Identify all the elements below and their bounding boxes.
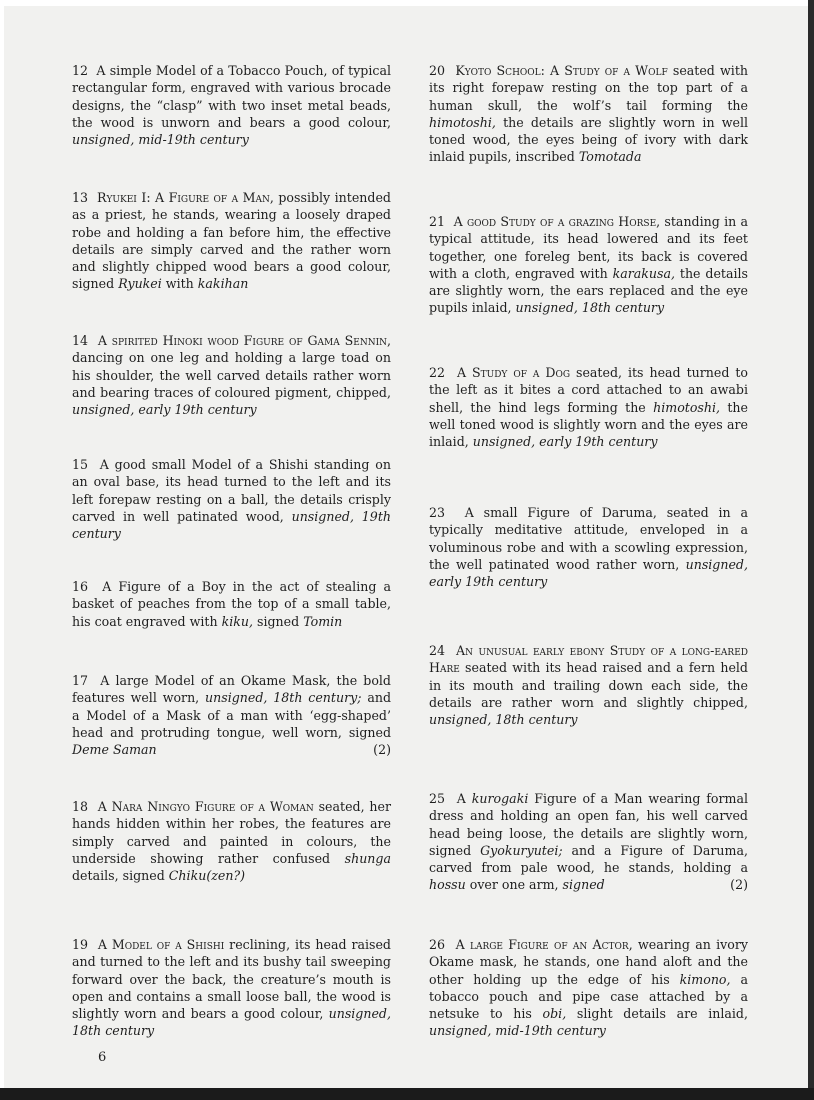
lot-entry-17: 17 A large Model of an Okame Mask, the bold features well worn, unsigned, 18th century; and a Model of a Mask of a man with ‘egg-shaped’ head and protruding tongue, well worn, signed Deme Saman (2)	[72, 673, 392, 758]
lot-number: 17	[72, 673, 89, 688]
lot-number: 24	[429, 643, 446, 658]
lot-entry-12: 12 A simple Model of a Tobacco Pouch, of typical rectangular form, engraved with various brocade designs, the “clasp” with two inset metal beads, the wood is unworn and bears a good colour, unsigned, mid-19th century	[72, 63, 391, 148]
lot-number: 15	[72, 457, 89, 472]
lot-number: 12	[72, 63, 89, 78]
lot-number: 19	[72, 937, 89, 952]
lot-entry-20: 20 Kyoto School: A Study of a Wolf seated with its right forepaw resting on the top part of a human skull, the wolf’s tail forming the himotoshi, the details are slightly worn in well toned wood, the eyes being of ivory with dark inlaid pupils, inscribed Tomotada	[429, 63, 748, 165]
page-bottom-edge	[0, 1088, 814, 1100]
lot-entry-13: 13 Ryukei I: A Figure of a Man, possibly intended as a priest, he stands, wearing a loosely draped robe and holding a fan before him, the effective details are simply carved and the rather worn and slightly chipped wood bears a good colour, signed Ryukei with kakihan	[72, 190, 391, 292]
lot-number: 22	[429, 365, 446, 380]
lot-number: 13	[72, 190, 89, 205]
lot-entry-25: 25 A kurogaki Figure of a Man wearing formal dress and holding an open fan, his well carved head being loose, the details are slightly worn, signed Gyokuryutei; and a Figure of Daruma, carved from pale wood, he stands, holding a hossu over one arm, signed (2)	[429, 791, 748, 893]
lot-entry-18: 18 A Nara Ningyo Figure of a Woman seated, her hands hidden within her robes, the features are simply carved and painted in colours, the underside showing rather confused shunga details, signed Chiku(zen?)	[72, 799, 391, 884]
lot-entry-21: 21 A good Study of a grazing Horse, standing in a typical attitude, its head lowered and its feet together, one foreleg bent, its back is covered with a cloth, engraved with karakusa, the details are slightly worn, the ears replaced and the eye pupils inlaid, unsigned, 18th century	[429, 214, 749, 316]
lot-number: 18	[72, 799, 89, 814]
page-gutter-shadow	[808, 0, 814, 1100]
quantity-label: (2)	[373, 742, 391, 758]
lot-entry-22: 22 A Study of a Dog seated, its head turned to the left as it bites a cord attached to an awabi shell, the hind legs forming the himotoshi, the well toned wood is slightly worn and the eyes are inlaid, unsigned, early 19th century	[429, 365, 748, 450]
lot-number: 21	[429, 214, 446, 229]
lot-entry-19: 19 A Model of a Shishi reclining, its head raised and turned to the left and its bushy tail sweeping forward over the back, the creature’s mouth is open and contains a small loose ball, the wood is slightly worn and bears a good colour, unsigned, 18th century	[72, 937, 391, 1039]
lot-entry-14: 14 A spirited Hinoki wood Figure of Gama Sennin, dancing on one leg and holding a large toad on his shoulder, the well carved details rather worn and bearing traces of coloured pigment, chipped, unsigned, early 19th century	[72, 333, 391, 418]
lot-entry-16: 16 A Figure of a Boy in the act of stealing a basket of peaches from the top of a small table, his coat engraved with kiku, signed Tomin	[72, 579, 391, 629]
quantity-label: (2)	[730, 877, 748, 893]
lot-number: 14	[72, 333, 89, 348]
lot-number: 26	[429, 937, 446, 952]
lot-entry-26: 26 A large Figure of an Actor, wearing an ivory Okame mask, he stands, one hand aloft and the other holding up the edge of his kimono, a tobacco pouch and pipe case attached by a netsuke to his obi, slight details are inlaid, unsigned, mid-19th century	[429, 937, 749, 1039]
lot-number: 23	[429, 505, 446, 520]
lot-number: 16	[72, 579, 89, 594]
lot-entry-23: 23 A small Figure of Daruma, seated in a typically meditative attitude, enveloped in a voluminous robe and with a scowling expression, the well patinated wood rather worn, unsigned, early 19th century	[429, 505, 749, 590]
lot-entry-24: 24 An unusual early ebony Study of a long-eared Hare seated with its head raised and a fern held in its mouth and trailing down each side, the details are rather worn and slightly chipped, unsigned, 18th century	[429, 643, 748, 728]
lot-entry-15: 15 A good small Model of a Shishi standing on an oval base, its head turned to the left and its left forepaw resting on a ball, the details crisply carved in well patinated wood, unsigned, 19th century	[72, 457, 391, 542]
lot-number: 20	[429, 63, 446, 78]
lot-number: 25	[429, 791, 446, 806]
page-number: 6	[98, 1050, 107, 1065]
